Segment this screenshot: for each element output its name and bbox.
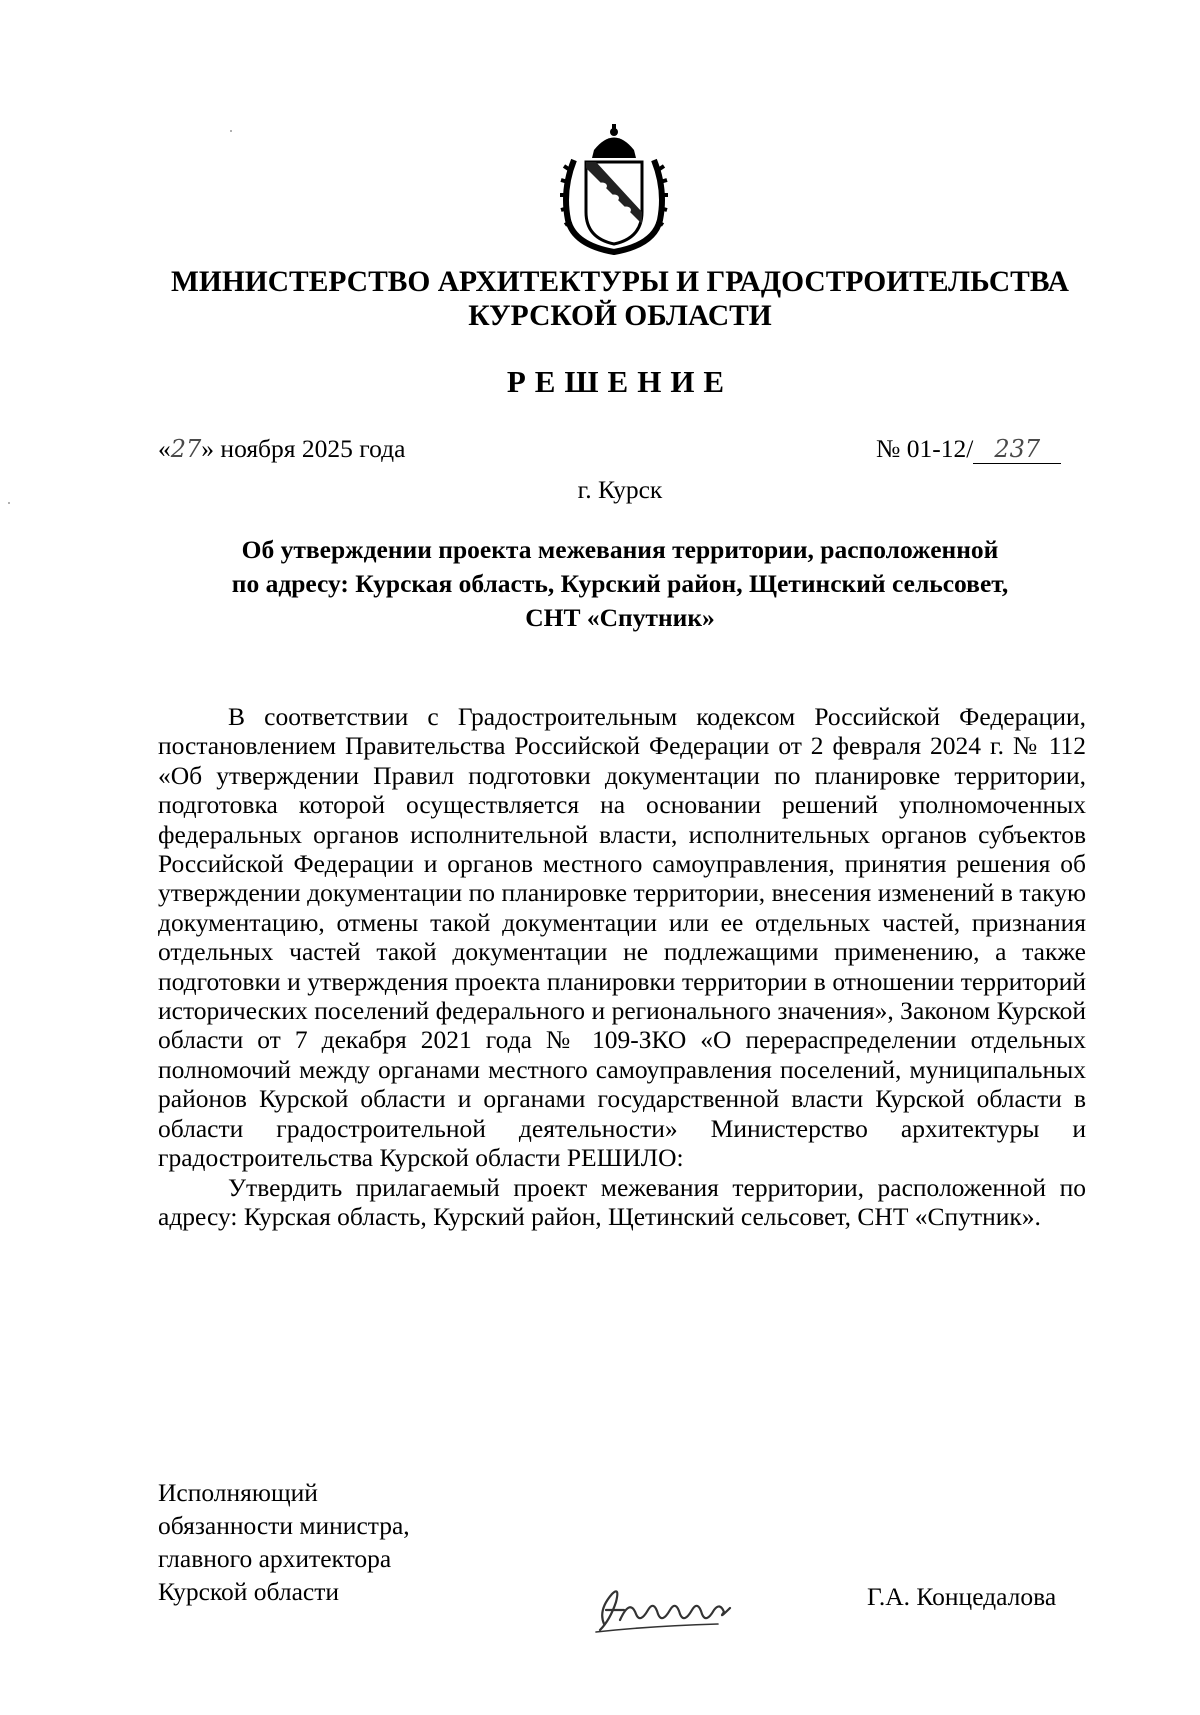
date-month-year: » ноября 2025 года bbox=[201, 434, 406, 463]
scan-speck bbox=[230, 130, 232, 132]
date-day-handwritten: 27 bbox=[170, 435, 202, 463]
body-paragraph-decision: Утвердить прилагаемый проект межевания территории, расположенной по адресу: Курская область, Курский район, Щетинский сельсовет, СНТ «Спутник». bbox=[158, 1172, 1086, 1231]
signatory-line1: Исполняющий bbox=[158, 1478, 318, 1507]
city-line: г. Курск bbox=[577, 475, 663, 504]
ministry-name-line2: КУРСКОЙ ОБЛАСТИ bbox=[468, 300, 772, 332]
coat-of-arms-emblem bbox=[544, 120, 684, 260]
date-open-quote: « bbox=[158, 434, 171, 463]
document-body bbox=[158, 702, 1086, 1231]
title-line1: Об утверждении проекта межевания территории, расположенной bbox=[241, 535, 999, 564]
number-prefix: № 01-12/ bbox=[876, 434, 974, 463]
decision-number bbox=[876, 434, 1061, 464]
number-handwritten: 237 bbox=[973, 435, 1061, 464]
signatory-line3: главного архитектора bbox=[158, 1544, 392, 1573]
ministry-name-line1: МИНИСТЕРСТВО АРХИТЕКТУРЫ И ГРАДОСТРОИТЕЛЬСТВА bbox=[171, 266, 1069, 298]
body-paragraph-basis: В соответствии с Градостроительным кодексом Российской Федерации, постановлением Правительства Российской Федерации от 2 февраля 2024 г. № 112 «Об утверждении Правил подготовки документации по планировке территории, подготовка которой осуществляется на основании решений уполномоченных федеральных органов исполнительной власти, исполнительных органов субъектов Российской Федерации и органов местного самоуправления, принятия решения об утверждении документации по планировке территории, внесения изменений в такую документацию, отмены такой документации или ее отдельных частей, признания отдельных частей такой документации не подлежащими применению, а также подготовки и утверждения проекта планировки территории в отношении территорий исторических поселений федерального и регионального значения», Законом Курской области от 7 декабря 2021 года № 109-ЗКО «О перераспределении отдельных полномочий между органами местного самоуправления поселений, муниципальных районов Курской области и органами государственной власти Курской области в области градостроительной деятельности» Министерство архитектуры и градостроительства Курской области РЕШИЛО: bbox=[158, 702, 1086, 1173]
signatory-position bbox=[158, 1476, 410, 1608]
handwritten-signature bbox=[590, 1580, 750, 1636]
title-line3: СНТ «Спутник» bbox=[525, 603, 715, 632]
document-title bbox=[140, 533, 1100, 635]
title-line2: по адресу: Курская область, Курский район, Щетинский сельсовет, bbox=[231, 569, 1009, 598]
document-type-heading: РЕШЕНИЕ bbox=[506, 364, 734, 399]
signatory-name: Г.А. Концедалова bbox=[867, 1582, 1057, 1611]
signatory-line4: Курской области bbox=[158, 1577, 340, 1606]
scan-speck bbox=[8, 502, 10, 504]
decision-date bbox=[158, 434, 405, 464]
signatory-line2: обязанности министра, bbox=[158, 1511, 410, 1540]
